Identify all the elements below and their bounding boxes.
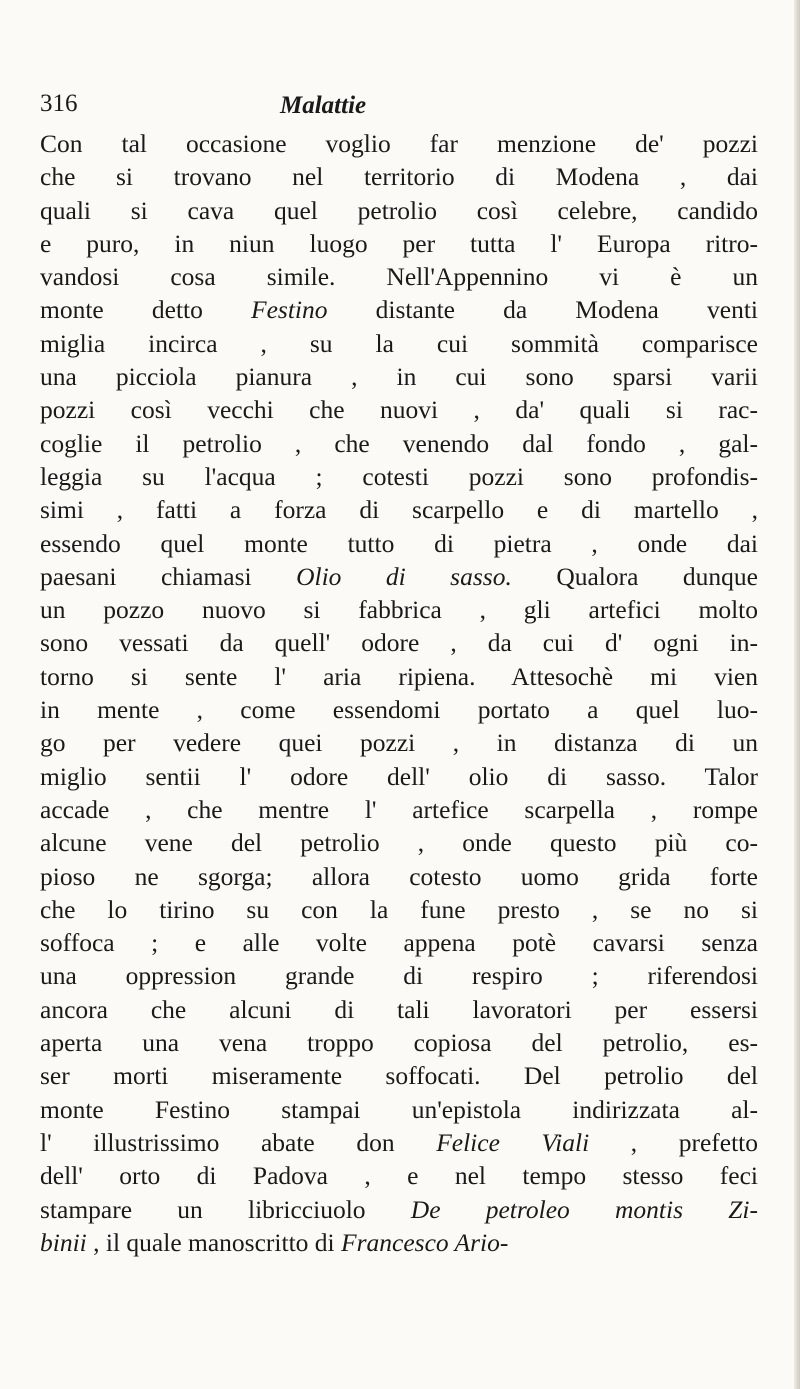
text-segment: Con tal occasione voglio far menzione de' pozzi — [40, 129, 758, 158]
text-line — [40, 826, 758, 859]
body-text — [40, 127, 758, 1259]
text-line — [40, 327, 758, 360]
text-line — [40, 393, 758, 426]
text-segment: torno si sente l' aria ripiena. Attesochè mi vien — [40, 661, 758, 691]
text-line — [40, 560, 758, 593]
text-segment: coglie il petrolio , che venendo dal fondo , gal- — [40, 428, 758, 458]
text-segment: una oppression grande di respiro ; riferendosi — [40, 961, 758, 991]
text-line — [40, 1126, 758, 1159]
text-line — [40, 160, 758, 193]
text-line — [40, 1193, 758, 1226]
text-line — [40, 993, 758, 1026]
italic-text: binii — [40, 1227, 87, 1257]
text-line — [40, 793, 758, 826]
text-segment: leggia su l'acqua ; cotesti pozzi sono profondis- — [40, 461, 758, 491]
text-segment: pozzi così vecchi che nuovi , da' quali si rac- — [40, 395, 758, 425]
text-line — [40, 427, 758, 460]
text-line — [40, 460, 758, 493]
text-line — [40, 1159, 758, 1192]
text-segment: , prefetto — [589, 1127, 759, 1157]
text-line — [40, 1026, 758, 1059]
text-segment: accade , che mentre l' artefice scarpella , rompe — [40, 794, 758, 824]
text-segment: simi , fatti a forza di scarpello e di martello , — [40, 495, 758, 525]
text-segment: Qualora dunque — [511, 561, 758, 591]
text-segment: alcune vene del petrolio , onde questo più co- — [40, 828, 758, 858]
text-segment: paesani chiamasi — [40, 561, 297, 591]
running-title: Malattie — [280, 92, 367, 119]
text-line — [40, 693, 758, 726]
text-segment: ser morti miseramente soffocati. Del petrolio del — [40, 1061, 758, 1091]
text-line — [40, 194, 758, 227]
text-line — [40, 760, 758, 793]
text-segment: aperta una vena troppo copiosa del petrolio, es- — [40, 1028, 758, 1058]
text-segment: pioso ne sgorga; allora cotesto uomo grida forte — [40, 861, 758, 891]
text-line — [40, 893, 758, 926]
text-segment: miglia incirca , su la cui sommità comparisce — [40, 328, 758, 358]
text-line — [40, 860, 758, 893]
text-segment: , il quale manoscritto di — [86, 1227, 342, 1257]
text-segment: una picciola pianura , in cui sono sparsi varii — [40, 362, 758, 392]
text-line — [40, 626, 758, 659]
text-line — [40, 660, 758, 693]
text-segment: monte detto — [40, 295, 252, 325]
text-segment: dell' orto di Padova , e nel tempo stesso feci — [40, 1161, 758, 1191]
text-segment: sono vessati da quell' odore , da cui d' ogni in- — [40, 628, 758, 658]
italic-text: Olio di sasso. — [296, 561, 512, 591]
text-segment: vandosi cosa simile. Nell'Appennino vi è un — [40, 262, 758, 292]
text-segment: soffoca ; e alle volte appena potè cavarsi senza — [40, 928, 758, 958]
text-segment: distante da Modena venti — [327, 295, 758, 325]
text-segment: che si trovano nel territorio di Modena , dai — [40, 162, 758, 192]
italic-text: Francesco Ario- — [341, 1227, 509, 1257]
text-line — [40, 1059, 758, 1092]
italic-text: Felice Viali — [436, 1127, 590, 1157]
text-segment: stampare un libricciuolo — [40, 1194, 411, 1224]
text-line — [40, 493, 758, 526]
text-line — [40, 726, 758, 759]
text-line — [40, 1226, 758, 1259]
text-line — [40, 227, 758, 260]
text-segment: quali si cava quel petrolio così celebre, candido — [40, 195, 758, 225]
text-line — [40, 593, 758, 626]
text-line — [40, 1093, 758, 1126]
page-number: 316 — [40, 90, 78, 117]
text-segment: un pozzo nuovo si fabbrica , gli artefici molto — [40, 595, 758, 625]
text-line — [40, 127, 758, 160]
text-segment: e puro, in niun luogo per tutta l' Europa ritro- — [40, 228, 758, 258]
text-segment: in mente , come essendomi portato a quel luo- — [40, 695, 758, 725]
text-line — [40, 959, 758, 992]
italic-text: Festino — [251, 295, 328, 325]
text-line — [40, 260, 758, 293]
text-segment: che lo tirino su con la fune presto , se no si — [40, 894, 758, 924]
text-line — [40, 527, 758, 560]
text-line — [40, 293, 758, 326]
text-segment: essendo quel monte tutto di pietra , onde dai — [40, 528, 758, 558]
page-edge-shadow — [794, 0, 800, 1389]
text-segment: go per vedere quei pozzi , in distanza di un — [40, 728, 758, 758]
text-line — [40, 360, 758, 393]
text-segment: monte Festino stampai un'epistola indirizzata al- — [40, 1094, 758, 1124]
page-header — [40, 90, 760, 130]
text-line — [40, 926, 758, 959]
text-segment: ancora che alcuni di tali lavoratori per essersi — [40, 994, 758, 1024]
text-segment: miglio sentii l' odore dell' olio di sasso. Talor — [40, 761, 758, 791]
italic-text: De petroleo montis Zi- — [410, 1194, 758, 1224]
text-segment: l' illustrissimo abate don — [40, 1127, 437, 1157]
